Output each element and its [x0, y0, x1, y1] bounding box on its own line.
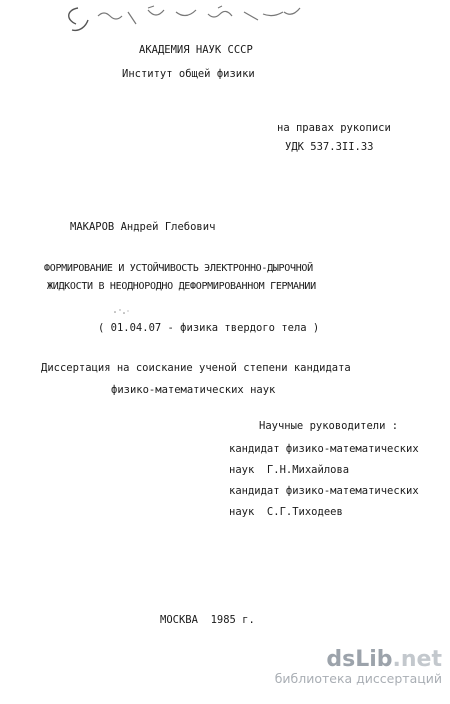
place-and-year: МОСКВА 1985 г. — [160, 614, 255, 626]
logo-brand: dsLib — [326, 647, 393, 672]
logo-tld: .net — [392, 647, 442, 672]
specialty-code: ( 01.04.07 - физика твердого тела ) — [98, 322, 320, 334]
thesis-title-line-1: ФОРМИРОВАНИЕ И УСТОЙЧИВОСТЬ ЭЛЕКТРОННО-ДЫРОЧНОЙ — [44, 263, 313, 274]
ink-speck — [112, 302, 132, 321]
handwritten-scribble — [58, 2, 308, 42]
institute-name: Институт общей физики — [122, 68, 255, 80]
supervisor-1-title: кандидат физико-математических — [229, 443, 419, 455]
author-name: МАКАРОВ Андрей Глебович — [70, 221, 216, 233]
supervisor-1-name: наук Г.Н.Михайлова — [229, 464, 350, 476]
dslib-logo-text — [275, 648, 442, 672]
academy-name: АКАДЕМИЯ НАУК СССР — [139, 44, 253, 56]
degree-line-1: Диссертация на соискание ученой степени кандидата — [41, 362, 351, 374]
degree-line-2: физико-математических наук — [111, 384, 276, 396]
logo-tagline: библиотека диссертаций — [274, 671, 442, 686]
supervisors-heading: Научные руководители : — [259, 420, 399, 432]
manuscript-rights: на правах рукописи — [277, 122, 391, 134]
thesis-title-line-2: ЖИДКОСТИ В НЕОДНОРОДНО ДЕФОРМИРОВАННОМ ГЕРМАНИИ — [47, 281, 316, 292]
dslib-watermark — [275, 648, 442, 686]
supervisor-2-name: наук С.Г.Тиходеев — [229, 506, 343, 518]
udc-code: УДК 537.3II.33 — [285, 141, 374, 153]
supervisor-2-title: кандидат физико-математических — [229, 485, 419, 497]
